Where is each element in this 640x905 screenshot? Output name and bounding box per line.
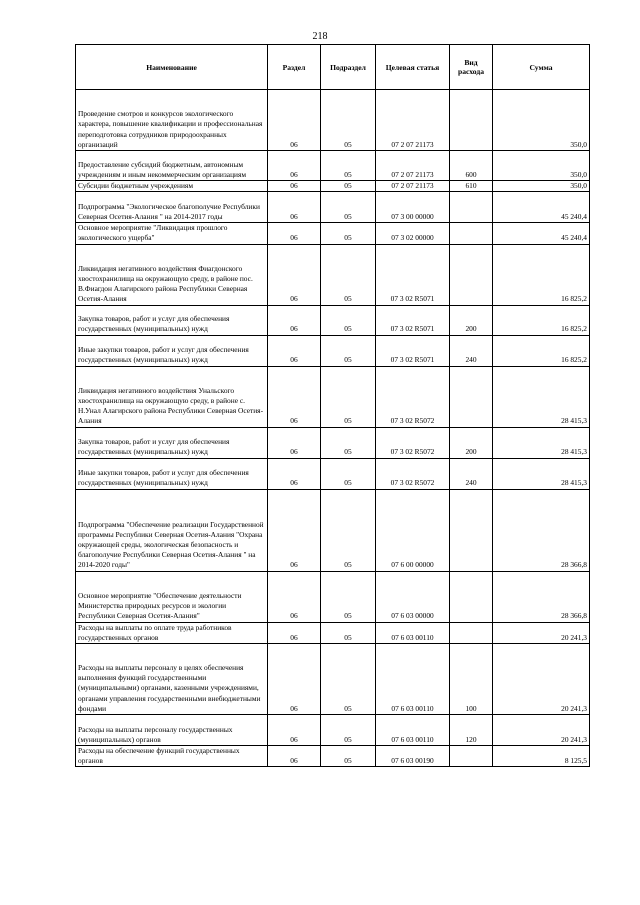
table-row [76,622,590,643]
table-row [76,90,590,151]
row-type [450,223,493,244]
row-target: 07 6 03 00110 [376,622,450,643]
row-target: 07 3 02 R5071 [376,305,450,335]
row-target: 07 3 00 00000 [376,192,450,223]
row-type: 200 [450,427,493,458]
table-row [76,305,590,335]
row-sum: 350,0 [493,181,590,192]
budget-table [75,44,590,767]
table-row [76,181,590,192]
row-section: 06 [268,458,321,489]
table-row [76,458,590,489]
row-sum: 350,0 [493,151,590,181]
row-subsection: 05 [321,366,376,427]
row-sum: 350,0 [493,90,590,151]
row-type [450,571,493,622]
row-target: 07 3 02 R5072 [376,366,450,427]
row-type: 610 [450,181,493,192]
row-sum: 16 825,2 [493,335,590,366]
row-name: Ликвидация негативного воздействия Унальского хвостохранилища на окружающую среду, в районе с. Н.Унал Алагирского района Республики Северная Осетия-Алания [76,366,268,427]
row-subsection: 05 [321,622,376,643]
row-subsection: 05 [321,192,376,223]
row-type: 100 [450,644,493,715]
row-type: 240 [450,335,493,366]
row-name: Расходы на выплаты персоналу в целях обеспечения выполнения функций государственными (муниципальными) органами, казенными учреждениями, органами управления государственными внебюджетными фондами [76,644,268,715]
row-target: 07 3 02 R5072 [376,458,450,489]
row-name: Расходы на выплаты по оплате труда работников государственных органов [76,622,268,643]
row-type [450,489,493,571]
row-section: 06 [268,622,321,643]
row-name: Проведение смотров и конкурсов экологического характера, повышение квалификации и профессиональная переподготовка сотрудников природоохранных организаций [76,90,268,151]
header-name: Наименование [76,45,268,90]
table-row [76,335,590,366]
table-row [76,715,590,746]
row-sum: 28 366,8 [493,571,590,622]
row-subsection: 05 [321,90,376,151]
row-section: 06 [268,244,321,305]
row-subsection: 05 [321,335,376,366]
row-type [450,622,493,643]
row-sum: 28 415,3 [493,427,590,458]
row-name: Расходы на выплаты персоналу государственных (муниципальных) органов [76,715,268,746]
table-row [76,489,590,571]
row-target: 07 6 03 00110 [376,715,450,746]
row-type [450,192,493,223]
row-target: 07 3 02 00000 [376,223,450,244]
row-name: Иные закупки товаров, работ и услуг для обеспечения государственных (муниципальных) нужд [76,335,268,366]
row-name: Предоставление субсидий бюджетным, автономным учреждениям и иным некоммерческим организациям [76,151,268,181]
row-target: 07 2 07 21173 [376,151,450,181]
row-type: 240 [450,458,493,489]
row-sum: 28 366,8 [493,489,590,571]
row-subsection: 05 [321,181,376,192]
row-type: 200 [450,305,493,335]
row-subsection: 05 [321,489,376,571]
row-target: 07 6 03 00110 [376,644,450,715]
row-type [450,746,493,767]
header-subsection: Подраздел [321,45,376,90]
row-sum: 8 125,5 [493,746,590,767]
row-subsection: 05 [321,427,376,458]
row-target: 07 3 02 R5071 [376,244,450,305]
table-row [76,192,590,223]
row-subsection: 05 [321,746,376,767]
page-number: 218 [312,31,328,42]
row-section: 06 [268,746,321,767]
row-sum: 16 825,2 [493,305,590,335]
row-sum: 20 241,3 [493,622,590,643]
header-type: Вид расхода [450,45,493,90]
header-sum: Сумма [493,45,590,90]
row-name: Подпрограмма "Обеспечение реализации Государственной программы Республики Северная Осетия-Алания "Охрана окружающей среды, экологическая безопасность и благополучие Республики Северная Осетия-Алания " на 2014-2020 годы" [76,489,268,571]
row-subsection: 05 [321,458,376,489]
row-name: Закупка товаров, работ и услуг для обеспечения государственных (муниципальных) нужд [76,427,268,458]
row-target: 07 6 03 00190 [376,746,450,767]
row-target: 07 3 02 R5072 [376,427,450,458]
row-type: 600 [450,151,493,181]
row-section: 06 [268,715,321,746]
row-type [450,366,493,427]
row-name: Субсидии бюджетным учреждениям [76,181,268,192]
table-row [76,223,590,244]
row-type: 120 [450,715,493,746]
row-target: 07 6 00 00000 [376,489,450,571]
row-subsection: 05 [321,151,376,181]
header-section: Раздел [268,45,321,90]
row-sum: 45 240,4 [493,223,590,244]
table-row [76,644,590,715]
row-subsection: 05 [321,305,376,335]
row-sum: 20 241,3 [493,644,590,715]
row-section: 06 [268,223,321,244]
row-name: Закупка товаров, работ и услуг для обеспечения государственных (муниципальных) нужд [76,305,268,335]
row-section: 06 [268,335,321,366]
row-sum: 45 240,4 [493,192,590,223]
row-section: 06 [268,366,321,427]
row-subsection: 05 [321,644,376,715]
row-name: Основное мероприятие "Ликвидация прошлого экологического ущерба" [76,223,268,244]
row-section: 06 [268,489,321,571]
row-target: 07 2 07 21173 [376,90,450,151]
row-section: 06 [268,644,321,715]
row-section: 06 [268,305,321,335]
row-sum: 16 825,2 [493,244,590,305]
row-subsection: 05 [321,244,376,305]
row-target: 07 3 02 R5071 [376,335,450,366]
row-subsection: 05 [321,715,376,746]
row-section: 06 [268,427,321,458]
row-subsection: 05 [321,571,376,622]
row-name: Ликвидация негативного воздействия Фиагдонского хвостохранилища на окружающую среду, в районе пос. В.Фиагдон Алагирского района Республики Северная Осетия-Алания [76,244,268,305]
row-name: Иные закупки товаров, работ и услуг для обеспечения государственных (муниципальных) нужд [76,458,268,489]
row-type [450,90,493,151]
table-row [76,151,590,181]
row-subsection: 05 [321,223,376,244]
row-section: 06 [268,151,321,181]
row-section: 06 [268,181,321,192]
row-sum: 28 415,3 [493,458,590,489]
row-target: 07 6 03 00000 [376,571,450,622]
table-row [76,571,590,622]
row-name: Основное мероприятие "Обеспечение деятельности Министерства природных ресурсов и экологии Республики Северная Осетия-Алания" [76,571,268,622]
row-sum: 20 241,3 [493,715,590,746]
row-section: 06 [268,571,321,622]
row-section: 06 [268,192,321,223]
row-name: Расходы на обеспечение функций государственных органов [76,746,268,767]
table-header-row [76,45,590,90]
row-section: 06 [268,90,321,151]
table-row [76,366,590,427]
row-type [450,244,493,305]
row-target: 07 2 07 21173 [376,181,450,192]
table-row [76,427,590,458]
table-row [76,244,590,305]
row-name: Подпрограмма "Экологическое благополучие Республики Северная Осетия-Алания " на 2014-2017 годы [76,192,268,223]
row-sum: 28 415,3 [493,366,590,427]
table-row [76,746,590,767]
header-target: Целевая статья [376,45,450,90]
